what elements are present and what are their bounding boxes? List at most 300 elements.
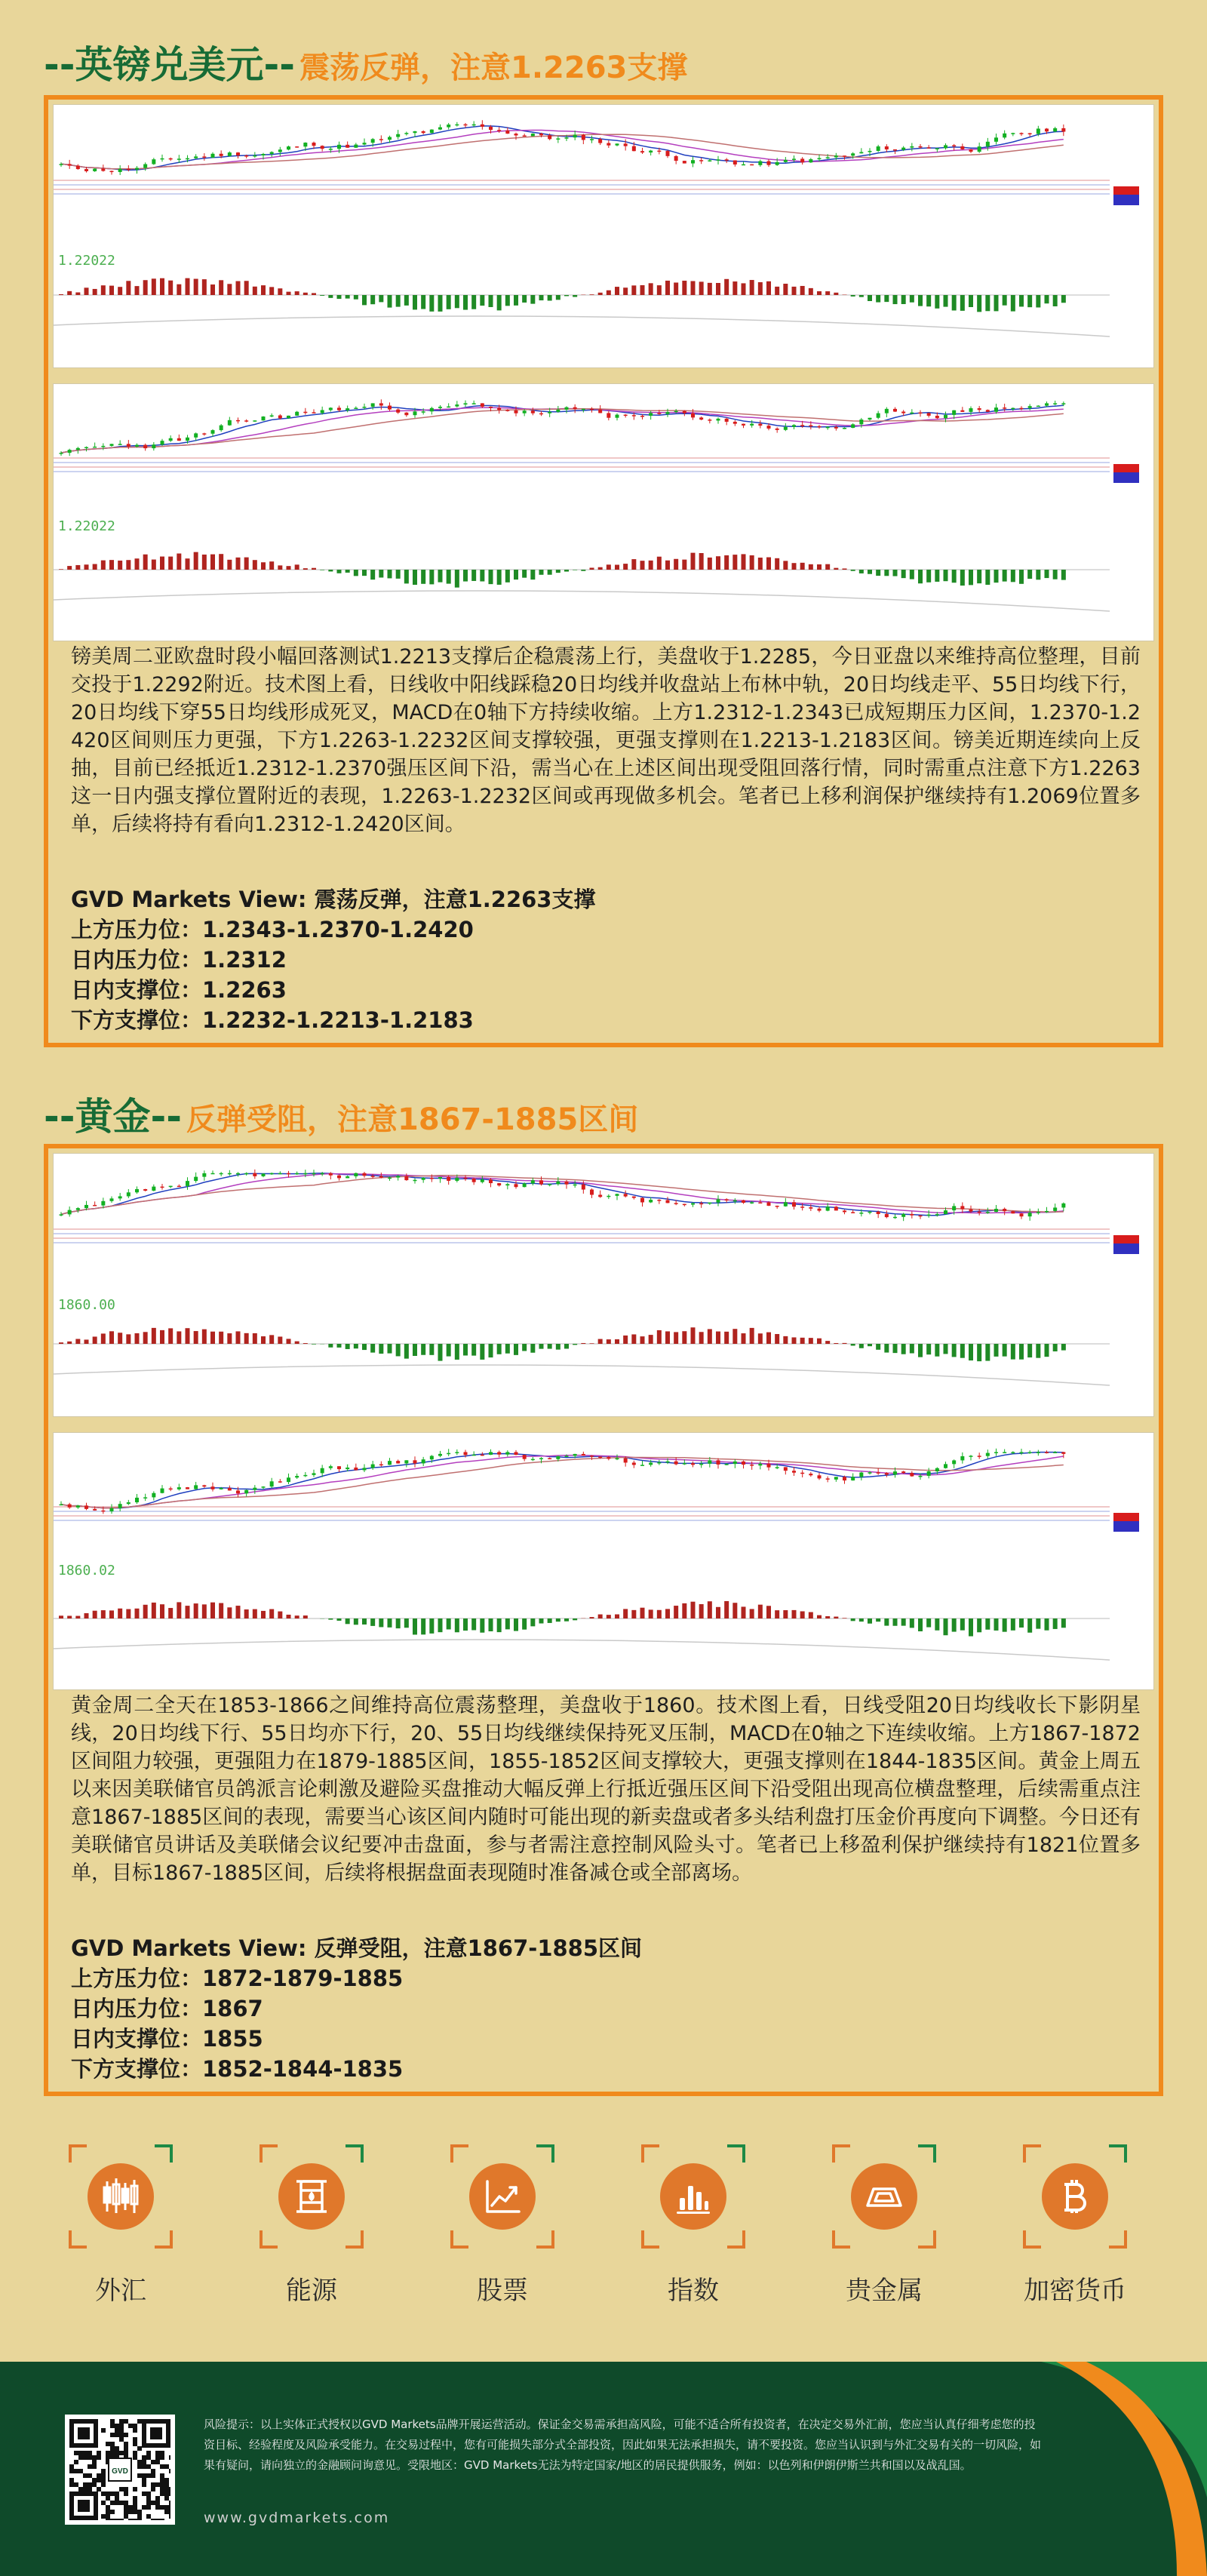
candle-body — [1003, 1452, 1006, 1453]
macd-bar — [977, 1618, 981, 1632]
candle-body — [337, 1466, 341, 1469]
candle-body — [1020, 1213, 1024, 1216]
macd-signal-line — [54, 1365, 1110, 1385]
macd-bar — [84, 564, 89, 570]
candle-body — [270, 416, 274, 417]
gbp-analysis-text: 镑美周二亚欧盘时段小幅回落测试1.2213支撑后企稳震荡上行，美盘收于1.2285，今日亚盘以来维持高位整理，目前交投于1.2292附近。技术图上看，日线收中阳线踩稳20日均线并收盘站上布林中轨，20日均线走平、55日均线下行，20日均线下穿55日均线形成死叉，MACD在0轴下方持续收缩。上方1.2312-1.2343已成短期压力区间，1.2370-1.2420区间则压力更强，下方1.2263-1.2232区间支撑较强，更强支撑则在1.2213-1.2183区间。镑美近期连续向上反抽，目前已经抵近1.2312-1.2370强压区间下沿，需当心在上述区间出现受阻回落行情，同时需重点注意下方1.2263这一日内强支撑位置附近的表现，1.2263-1.2232区间或再现做多机会。笔者已上移利润保护继续持有1.2069位置多单，后续将持有看向1.2312-1.2420区间。 — [71, 645, 1141, 836]
macd-bar — [101, 285, 106, 295]
candle-body — [514, 134, 518, 135]
candle-body — [598, 1194, 602, 1197]
category-label: 加密货币 — [1024, 2276, 1126, 2306]
candle-body — [733, 1200, 737, 1202]
macd-bar — [623, 1609, 628, 1618]
macd-bar — [910, 295, 914, 303]
category-label: 贵金属 — [846, 2276, 923, 2306]
macd-bar — [505, 570, 510, 583]
candle-body — [649, 151, 653, 153]
candle-body — [826, 1207, 830, 1210]
macd-bar — [935, 570, 939, 582]
macd-bar — [573, 1618, 577, 1620]
macd-bar — [514, 570, 518, 579]
macd-bar — [379, 570, 383, 577]
gbp-daily-chart-svg — [54, 105, 1154, 368]
candle-body — [843, 1477, 846, 1480]
candle-body — [505, 410, 509, 411]
candle-body — [901, 1471, 905, 1473]
macd-bar — [261, 562, 266, 570]
candle-body — [843, 1210, 846, 1212]
candle-body — [253, 1488, 256, 1490]
macd-bar — [471, 1344, 476, 1356]
candle-body — [497, 408, 501, 410]
candle-body — [110, 1198, 114, 1200]
macd-bar — [834, 1343, 838, 1344]
candle-body — [674, 156, 678, 161]
candle-body — [859, 152, 863, 154]
qr-code[interactable] — [65, 2415, 175, 2525]
candle-body — [657, 1462, 661, 1464]
candle-body — [321, 1468, 324, 1474]
candle-body — [792, 1471, 796, 1473]
macd-bar — [674, 1606, 678, 1618]
macd-bar — [287, 292, 291, 295]
macd-bar — [253, 287, 257, 295]
gold-panel — [44, 1144, 1163, 2096]
macd-bar — [615, 287, 619, 295]
candle-body — [1061, 1452, 1065, 1453]
macd-bar — [109, 560, 114, 570]
candle-body — [76, 1208, 80, 1210]
macd-bar — [194, 552, 198, 570]
candle-body — [253, 420, 256, 422]
macd-bar — [952, 295, 957, 310]
macd-bar — [1011, 570, 1015, 582]
macd-bar — [556, 1344, 561, 1350]
macd-bar — [530, 1344, 535, 1353]
macd-bar — [539, 1344, 544, 1349]
macd-bar — [455, 1344, 459, 1360]
macd-bar — [708, 283, 712, 295]
macd-bar — [682, 560, 686, 570]
bitcoin-icon — [1042, 2163, 1108, 2230]
candle-body — [481, 1455, 484, 1456]
candle-body — [758, 1464, 762, 1465]
macd-bar — [682, 1331, 686, 1344]
candle-body — [826, 157, 830, 158]
candle-body — [236, 1490, 240, 1493]
macd-bar — [817, 564, 822, 570]
candle-body — [573, 135, 577, 138]
macd-bar — [370, 1344, 375, 1353]
candle-body — [1045, 128, 1049, 131]
candle-body — [556, 1182, 560, 1185]
candle-body — [430, 130, 434, 134]
moving-average-line — [61, 1456, 1064, 1508]
candle-body — [1037, 406, 1040, 407]
candle-body — [733, 160, 737, 164]
price-tag — [1113, 477, 1139, 483]
macd-bar — [581, 570, 585, 571]
candle-body — [194, 156, 198, 158]
macd-bar — [969, 1618, 973, 1637]
macd-bar — [109, 1610, 114, 1618]
macd-bar — [337, 1618, 342, 1621]
candle-body — [464, 1452, 468, 1455]
candle-body — [388, 1461, 392, 1465]
macd-bar — [851, 570, 855, 571]
candle-body — [321, 1173, 324, 1175]
candle-body — [354, 1173, 358, 1176]
candle-body — [742, 424, 745, 426]
macd-bar — [75, 565, 80, 570]
candle-body — [303, 1173, 307, 1175]
candle-body — [624, 143, 628, 146]
candle-body — [438, 407, 442, 408]
candle-body — [253, 155, 256, 157]
candle-body — [472, 124, 476, 126]
macd-bar — [783, 1610, 788, 1618]
candle-body — [202, 1485, 206, 1486]
candle-body — [548, 135, 551, 139]
price-tag — [1113, 199, 1139, 205]
macd-bar — [186, 278, 190, 295]
macd-bar — [615, 1339, 619, 1344]
candle-body — [1045, 1452, 1049, 1453]
macd-bar — [75, 293, 80, 295]
macd-bar — [649, 561, 653, 570]
stock-trend-icon — [469, 2163, 536, 2230]
macd-bar — [994, 295, 999, 311]
macd-bar — [396, 570, 401, 579]
macd-bar — [328, 295, 333, 298]
macd-bar — [1036, 295, 1040, 307]
candle-body — [177, 1487, 181, 1489]
macd-bar — [758, 1333, 763, 1344]
candle-body — [270, 1173, 274, 1175]
candle-body — [877, 1212, 880, 1214]
macd-bar — [1011, 1344, 1015, 1360]
macd-bar — [413, 1618, 417, 1634]
category-forex[interactable] — [60, 2140, 181, 2307]
candle-body — [1028, 1213, 1032, 1216]
macd-bar — [447, 570, 451, 584]
candle-body — [818, 1209, 822, 1211]
candle-body — [472, 1179, 476, 1182]
macd-bar — [716, 1332, 720, 1344]
candle-body — [363, 143, 367, 144]
candle-body — [818, 1475, 822, 1478]
macd-bar — [236, 1331, 241, 1344]
macd-bar — [337, 570, 342, 573]
candle-body — [287, 416, 290, 418]
candle-body — [607, 1457, 610, 1459]
candle-body — [868, 418, 872, 420]
macd-bar — [809, 564, 813, 570]
macd-bar — [901, 1344, 906, 1354]
macd-bar — [337, 1344, 342, 1348]
macd-bar — [404, 295, 409, 306]
macd-bar — [640, 561, 645, 570]
candle-body — [539, 134, 543, 135]
macd-bar — [716, 556, 720, 570]
macd-bar — [202, 1329, 207, 1344]
candle-body — [885, 1214, 889, 1217]
candle-body — [371, 1465, 375, 1468]
macd-bar — [489, 295, 493, 307]
gbp-panel — [44, 95, 1163, 1047]
candle-body — [354, 145, 358, 148]
macd-bar — [429, 1618, 434, 1634]
candle-body — [556, 410, 560, 412]
candle-body — [337, 407, 341, 410]
macd-bar — [674, 282, 678, 295]
category-crypto[interactable] — [1015, 2140, 1135, 2307]
candle-body — [548, 1184, 551, 1185]
candle-body — [1053, 1452, 1057, 1453]
macd-bar — [724, 1601, 729, 1618]
candle-body — [582, 409, 585, 410]
macd-bar — [1045, 570, 1049, 578]
candle-body — [539, 1458, 543, 1459]
macd-bar — [1061, 1618, 1066, 1628]
website-link[interactable]: www.gvdmarkets.com — [204, 2510, 390, 2526]
candle-body — [60, 164, 63, 165]
macd-bar — [269, 287, 274, 295]
macd-bar — [93, 289, 97, 295]
macd-bar — [960, 1344, 965, 1358]
macd-bar — [67, 291, 72, 295]
candle-body — [379, 1176, 383, 1178]
macd-bar — [84, 1339, 89, 1344]
candle-body — [708, 1460, 711, 1464]
macd-bar — [800, 1338, 805, 1344]
candle-body — [202, 433, 206, 435]
candle-body — [531, 134, 535, 136]
candle-body — [994, 137, 998, 141]
category-label: 股票 — [477, 2276, 528, 2306]
macd-bar — [143, 1332, 148, 1344]
macd-bar — [438, 295, 443, 312]
macd-bar — [404, 570, 409, 583]
candle-body — [514, 410, 518, 413]
macd-bar — [168, 1608, 173, 1618]
candle-body — [161, 158, 164, 160]
macd-bar — [590, 1343, 594, 1344]
candle-body — [497, 1183, 501, 1185]
macd-bar — [497, 1344, 502, 1354]
candle-body — [598, 1456, 602, 1458]
candle-body — [464, 1178, 468, 1179]
macd-bar — [404, 1618, 409, 1628]
candle-body — [169, 1186, 173, 1188]
candle-body — [632, 1462, 636, 1465]
macd-bar — [101, 561, 106, 570]
macd-bar — [497, 1618, 502, 1632]
candle-body — [262, 417, 266, 420]
macd-bar — [598, 1615, 603, 1618]
candle-body — [616, 143, 619, 145]
category-precious-metals[interactable] — [824, 2140, 944, 2307]
candle-body — [935, 416, 939, 418]
macd-bar — [1061, 1344, 1066, 1351]
macd-bar — [884, 1618, 889, 1626]
macd-bar — [607, 290, 611, 295]
macd-bar — [236, 558, 241, 570]
macd-bar — [809, 1338, 813, 1344]
macd-bar — [640, 1608, 645, 1618]
macd-bar — [59, 569, 63, 570]
macd-bar — [657, 1610, 662, 1618]
candle-body — [514, 1452, 518, 1455]
macd-bar — [497, 295, 502, 310]
macd-bar — [657, 285, 662, 295]
candle-body — [607, 413, 610, 417]
macd-bar — [732, 555, 737, 570]
candle-body — [118, 1504, 122, 1508]
macd-bar — [893, 570, 898, 576]
candle-body — [455, 124, 459, 126]
macd-bar — [210, 1332, 215, 1344]
candle-body — [270, 152, 274, 154]
candle-body — [893, 1217, 897, 1219]
macd-bar — [901, 570, 906, 578]
candle-body — [952, 145, 956, 146]
macd-bar — [126, 281, 131, 295]
macd-bar — [944, 1344, 948, 1354]
macd-bar — [876, 1618, 880, 1622]
macd-bar — [783, 561, 788, 570]
macd-bar — [825, 1341, 830, 1344]
candle-body — [303, 1475, 307, 1477]
macd-bar — [944, 1618, 948, 1635]
candle-body — [152, 159, 155, 164]
candle-body — [640, 416, 644, 417]
candle-body — [101, 168, 105, 171]
candle-body — [877, 146, 880, 151]
candle-body — [220, 1488, 223, 1489]
candle-body — [565, 1456, 569, 1457]
macd-bar — [539, 570, 544, 575]
macd-bar — [413, 295, 417, 309]
candle-body — [1011, 1452, 1015, 1453]
gbp-subtitle: 震荡反弹，注意1.2263支撑 — [299, 51, 688, 85]
macd-bar — [370, 1618, 375, 1626]
macd-bar — [724, 1332, 729, 1344]
macd-signal-line — [54, 1640, 1110, 1660]
candle-body — [76, 166, 80, 169]
candle-body — [910, 146, 914, 148]
candle-body — [1020, 1452, 1024, 1453]
macd-bar — [396, 1344, 401, 1356]
candle-body — [775, 429, 779, 430]
candle-body — [969, 149, 973, 152]
candle-body — [986, 1453, 990, 1456]
candle-body — [1053, 403, 1057, 404]
candle-body — [800, 158, 804, 162]
gold-analysis-text: 黄金周二全天在1853-1866之间维持高位震荡整理，美盘收于1860。技术图上看，日线受阻20日均线收长下影阴星线，20日均线下行、55日均亦下行，20、55日均线继续保持死叉压制，MACD在0轴之下连续收缩。上方1867-1872区间阻力较强，更强阻力在1879-1885区间，1855-1852区间支撑较大，更强支撑则在1844-1835区间。黄金上周五以来因美联储官员鸽派言论刺激及避险买盘推动大幅反弹上行抵近强压区间下沿受阻出现高位横盘整理，后续需重点注意1867-1885区间的表现，需要当心该区间内随时可能出现的新卖盘或者多头结利盘打压金价再度向下调整。今日还有美联储官员讲话及美联储会议纪要冲击盘面，参与者需注意控制风险头寸。笔者已上移盈利保护继续持有1821位置多单，目标1867-1885区间，后续将根据盘面表现随时准备减仓或全部离场。 — [71, 1694, 1141, 1885]
candle-body — [539, 1180, 543, 1184]
risk-disclaimer: 风险提示：以上实体正式授权以GVD Markets品牌开展运营活动。保证金交易需承担高风险，可能不适合所有投资者，在决定交易外汇前，您应当认真仔细考虑您的投资目标、经验程度及风险承受能力。在交易过程中，您有可能损失部分式全部投资，因此如果无法承担损失，请不要投资。您应当认识到与外汇交易有关的一切风险，如果有疑问，请向独立的金融顾问询意见。受限地区：GVD Markets无法为特定国家/地区的居民提供服务，例如：以色列和伊朗伊斯兰共和国以及战乱国。 — [204, 2418, 1042, 2472]
candle-body — [93, 1205, 97, 1207]
candle-body — [152, 444, 155, 448]
macd-bar — [303, 1615, 308, 1618]
candle-body — [784, 427, 788, 430]
candle-body — [750, 424, 754, 426]
index-bars-icon — [660, 2163, 726, 2230]
macd-bar — [253, 1333, 257, 1344]
macd-bar — [607, 1615, 611, 1618]
macd-bar — [278, 1336, 282, 1344]
macd-bar — [160, 1604, 164, 1618]
candle-body — [497, 1452, 501, 1454]
candle-body — [851, 424, 855, 428]
macd-bar — [691, 1602, 696, 1618]
macd-bar — [834, 568, 838, 570]
candle-body — [539, 413, 543, 415]
gbp-hourly-chart — [53, 383, 1154, 641]
macd-bar — [918, 1618, 923, 1631]
category-indices[interactable] — [633, 2140, 754, 2307]
candle-body — [489, 407, 493, 408]
candle-body — [624, 415, 628, 417]
chart-price-label: 1860.00 — [58, 1297, 115, 1313]
candle-body — [725, 419, 729, 422]
macd-bar — [742, 1606, 746, 1618]
macd-bar — [1011, 295, 1015, 312]
candle-body — [422, 1178, 425, 1180]
candle-body — [640, 151, 644, 152]
macd-bar — [388, 1344, 392, 1354]
candle-body — [826, 427, 830, 429]
candle-body — [404, 1460, 408, 1463]
candle-body — [194, 1177, 198, 1181]
macd-bar — [843, 568, 847, 570]
candle-body — [969, 408, 973, 412]
macd-bar — [421, 1344, 425, 1355]
macd-bar — [724, 279, 729, 295]
macd-bar — [236, 281, 241, 295]
macd-bar — [177, 554, 181, 570]
gold-daily-chart-svg — [54, 1154, 1154, 1417]
candle-body — [202, 1173, 206, 1177]
candle-body — [354, 1468, 358, 1471]
candle-body — [893, 1471, 897, 1474]
macd-bar — [935, 1344, 939, 1357]
candle-body — [927, 1215, 931, 1216]
macd-bar — [556, 295, 561, 300]
candle-body — [640, 1465, 644, 1466]
candle-body — [691, 160, 695, 163]
candle-body — [262, 154, 266, 155]
macd-bar — [429, 1344, 434, 1355]
candle-body — [127, 1502, 131, 1504]
candle-body — [531, 410, 535, 413]
candle-body — [919, 413, 923, 414]
candle-body — [413, 1180, 417, 1182]
macd-bar — [126, 560, 131, 570]
macd-bar — [649, 283, 653, 295]
candle-body — [101, 1201, 105, 1206]
candle-body — [683, 1463, 686, 1465]
macd-bar — [194, 1603, 198, 1618]
candle-body — [556, 1456, 560, 1459]
candle-body — [127, 169, 131, 171]
candle-body — [691, 1203, 695, 1205]
category-stocks[interactable] — [442, 2140, 563, 2307]
candle-body — [935, 148, 939, 149]
candle-body — [321, 410, 324, 413]
category-energy[interactable] — [251, 2140, 372, 2307]
